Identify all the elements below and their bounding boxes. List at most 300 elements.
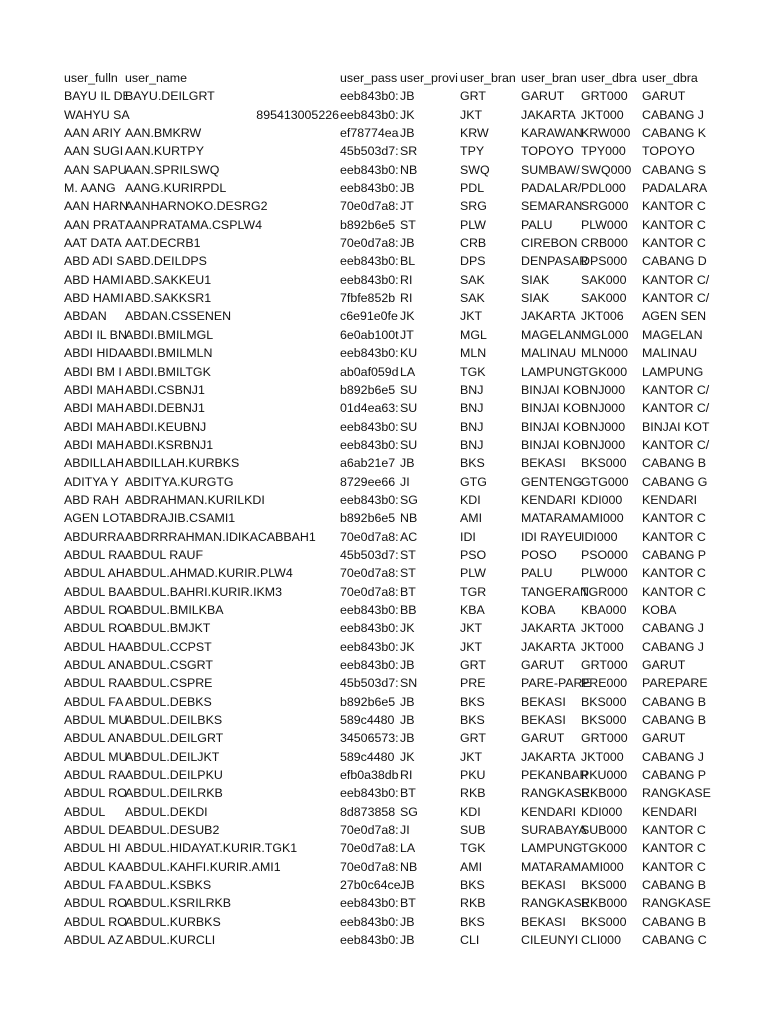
cell-branch-code: DPS	[460, 254, 486, 269]
cell-province: RI	[400, 272, 413, 287]
cell-province: JB	[400, 694, 415, 709]
cell-dbranch-code: MGL000	[581, 327, 629, 342]
cell-province: JK	[400, 621, 415, 636]
table-row	[64, 693, 707, 711]
cell-username: ABDUL.AHMAD.KURIR.PLW4	[125, 566, 293, 581]
cell-username: ABDUL.DEILBKS	[125, 713, 223, 728]
table-row	[64, 418, 710, 436]
cell-password: eeb843b0:	[340, 933, 399, 948]
cell-fullname: ABDUL RA	[64, 676, 126, 691]
cell-dbranch-code: TGK000	[581, 841, 628, 856]
cell-province: JB	[400, 933, 415, 948]
cell-dbranch-code: BKS000	[581, 878, 627, 893]
cell-dbranch-name: CABANG B	[642, 456, 707, 471]
cell-branch-name: SIAK	[521, 291, 550, 306]
cell-dbranch-code: KBA000	[581, 602, 627, 617]
cell-dbranch-name: KANTOR C	[642, 236, 706, 251]
cell-username: ABDUL.CCPST	[125, 639, 212, 654]
cell-dbranch-name: CABANG J	[642, 107, 704, 122]
cell-branch-name: BEKASI	[521, 878, 566, 893]
cell-fullname: AAN HARN	[64, 199, 129, 214]
cell-branch-name: GENTENG	[521, 474, 583, 489]
cell-dbranch-name: KANTOR C/	[642, 437, 710, 452]
cell-branch-code: RKB	[460, 896, 486, 911]
cell-dbranch-code: GTG000	[581, 474, 629, 489]
cell-fullname: ABDAN	[64, 309, 107, 324]
cell-password: c6e91e0fe	[340, 309, 398, 324]
cell-dbranch-code: PSO000	[581, 547, 628, 562]
cell-password: 6e0ab100t	[340, 327, 399, 342]
cell-dbranch-code: GRT000	[581, 658, 628, 672]
cell-province: JB	[400, 731, 415, 746]
cell-dbranch-name: GARUT	[642, 731, 686, 746]
cell-dbranch-code: AMI000	[581, 511, 624, 526]
table-row	[64, 87, 704, 105]
cell-branch-code: JKT	[460, 749, 483, 764]
cell-dbranch-code: AMI000	[581, 859, 624, 874]
cell-province: SR	[400, 144, 418, 159]
table-row	[64, 564, 704, 582]
cell-username: ABDUL.BMILKBA	[125, 602, 224, 617]
cell-password: 70e0d7a8:	[340, 236, 399, 251]
cell-dbranch-name: CABANG D	[642, 254, 707, 269]
cell-province: BT	[400, 896, 416, 911]
cell-province: JB	[400, 236, 415, 251]
cell-branch-name: SEMARAN	[521, 199, 583, 214]
cell-fullname: ABDI MAH	[64, 401, 124, 416]
cell-dbranch-name: CABANG P	[642, 768, 707, 783]
cell-branch-code: TGK	[460, 364, 486, 379]
cell-dbranch-code: JKT006	[581, 309, 624, 324]
cell-dbranch-name: KANTOR C/	[642, 272, 710, 287]
cell-username: ABD.DEILDPS	[125, 254, 207, 269]
cell-dbranch-name: KANTOR C	[642, 511, 706, 526]
cell-province: LA	[400, 841, 416, 856]
table-row	[64, 271, 710, 289]
cell-province: SG	[400, 804, 418, 819]
cell-dbranch-code: BKS000	[581, 914, 627, 929]
column-header-dbranch-code: user_dbra	[581, 71, 637, 85]
cell-dbranch-name: KANTOR C	[642, 823, 706, 838]
cell-province: SU	[400, 419, 418, 434]
cell-password: b892b6e5	[340, 694, 396, 709]
cell-fullname: ABDUL RO	[64, 914, 127, 929]
cell-branch-code: KRW	[460, 126, 489, 141]
cell-password: b892b6e5	[340, 511, 396, 526]
cell-password: eeb843b0:	[340, 89, 399, 104]
cell-branch-name: DENPASAR	[521, 254, 589, 269]
cell-username: ABDUL.DEKDI	[125, 804, 208, 819]
cell-branch-name: BINJAI KO	[521, 437, 581, 452]
table-row	[64, 839, 704, 857]
cell-province: JK	[400, 309, 415, 324]
cell-fullname: ABDURRA	[64, 529, 125, 544]
cell-password: eeb843b0:	[340, 602, 399, 617]
cell-fullname: ABDUL RO	[64, 786, 127, 801]
cell-branch-name: BEKASI	[521, 713, 566, 728]
cell-password: eeb843b0:	[340, 162, 399, 177]
table-row	[64, 326, 704, 344]
cell-province: LA	[400, 364, 416, 379]
cell-password: 8729ee66	[340, 474, 396, 489]
cell-username: ABDRAJIB.CSAMI1	[125, 511, 236, 526]
cell-dbranch-name: RANGKASE	[642, 786, 711, 801]
cell-username: ABDI.DEBNJ1	[125, 401, 205, 416]
cell-dbranch-code: BNJ000	[581, 382, 626, 397]
cell-dbranch-name: KENDARI	[642, 804, 698, 819]
cell-province: JT	[400, 199, 414, 214]
table-row	[64, 748, 704, 766]
cell-fullname: ABD HAMI	[64, 272, 124, 287]
cell-username: ABDUL.KAHFI.KURIR.AMI1	[125, 859, 281, 874]
cell-password: 70e0d7a8:	[340, 199, 399, 214]
cell-dbranch-name: MAGELAN	[642, 327, 703, 342]
cell-branch-name: CILEUNYI	[521, 933, 579, 948]
cell-fullname: ABDI IL BN	[64, 327, 127, 342]
cell-branch-code: PRE	[460, 676, 486, 691]
cell-fullname: ABD RAH	[64, 492, 120, 507]
table-row	[64, 307, 707, 325]
cell-fullname: BAYU IL DE	[64, 89, 131, 104]
cell-username: AANHARNOKO.DESRG2	[125, 199, 268, 214]
cell-province: SN	[400, 676, 418, 691]
cell-password: eeb843b0:	[340, 437, 399, 452]
cell-fullname: ABDUL AZ	[64, 933, 124, 948]
cell-dbranch-code: SAK000	[581, 272, 627, 287]
cell-dbranch-code: JKT000	[581, 639, 624, 654]
cell-password: efb0a38db	[340, 768, 399, 783]
cell-password: a6ab21e7	[340, 456, 396, 471]
table-row	[64, 197, 704, 215]
cell-branch-code: BKS	[460, 914, 485, 929]
cell-province: JB	[400, 658, 415, 672]
cell-fullname: ABDUL RO	[64, 896, 127, 911]
cell-fullname: ABDUL RO	[64, 621, 127, 636]
cell-branch-name: RANGKASE	[521, 896, 590, 911]
cell-dbranch-name: PADALARA	[642, 181, 708, 196]
cell-dbranch-name: CABANG J	[642, 621, 704, 636]
cell-province: SG	[400, 492, 418, 507]
cell-fullname: ABD HAMI	[64, 291, 124, 306]
cell-dbranch-code: RKB000	[581, 786, 628, 801]
cell-dbranch-name: AGEN SEN	[642, 309, 707, 324]
cell-branch-code: AMI	[460, 859, 483, 874]
cell-dbranch-name: KENDARI	[642, 492, 698, 507]
column-header-password: user_pass	[340, 71, 398, 85]
cell-username: ABDUL.CSPRE	[125, 676, 213, 691]
cell-password: eeb843b0:	[340, 346, 399, 361]
cell-fullname: ABDUL RA	[64, 768, 126, 783]
cell-dbranch-name: CABANG B	[642, 713, 707, 728]
cell-branch-name: SUMBAW/	[521, 162, 580, 177]
cell-password: eeb843b0:	[340, 181, 399, 196]
cell-username: ABDUL.DESUB2	[125, 823, 220, 838]
cell-password: 7fbfe852b	[340, 291, 396, 306]
cell-province: JI	[400, 474, 410, 489]
table-body	[64, 87, 711, 949]
cell-fullname: M. AANG	[64, 181, 116, 196]
cell-password: 8d873858	[340, 804, 396, 819]
cell-dbranch-name: PAREPARE	[642, 676, 708, 691]
cell-dbranch-code: BKS000	[581, 713, 627, 728]
cell-dbranch-code: DPS000	[581, 254, 628, 269]
cell-province: JT	[400, 327, 414, 342]
cell-branch-code: JKT	[460, 309, 483, 324]
cell-branch-name: TANGERAN	[521, 584, 589, 599]
cell-province: AC	[400, 529, 418, 544]
cell-username: ABDUL.BAHRI.KURIR.IKM3	[125, 584, 282, 599]
cell-username: ABDUL.DEILRKB	[125, 786, 223, 801]
cell-password: 70e0d7a8:	[340, 841, 399, 856]
cell-fullname: ABDUL FA	[64, 694, 124, 709]
cell-branch-name: PADALAR/	[521, 181, 582, 196]
cell-branch-code: KDI	[460, 492, 481, 507]
cell-province: JB	[400, 713, 415, 728]
cell-branch-code: GRT	[460, 658, 486, 672]
cell-branch-code: PDL	[460, 181, 485, 196]
table-row	[64, 894, 711, 912]
column-header-province: user_provi	[400, 71, 458, 85]
cell-province: SU	[400, 382, 418, 397]
cell-username: ABDI.BMILTGK	[125, 364, 211, 379]
cell-dbranch-code: PRE000	[581, 676, 628, 691]
cell-dbranch-code: JKT000	[581, 749, 624, 764]
cell-branch-code: RKB	[460, 786, 486, 801]
cell-dbranch-code: GRT000	[581, 89, 628, 104]
cell-branch-code: PLW	[460, 217, 486, 232]
cell-branch-code: IDI	[460, 529, 476, 544]
cell-password: 34506573:	[340, 731, 399, 746]
cell-dbranch-code: KDI000	[581, 492, 623, 507]
cell-password: 45b503d7:	[340, 676, 399, 691]
cell-password: eeb843b0:	[340, 786, 399, 801]
cell-branch-name: GARUT	[521, 89, 565, 104]
cell-branch-name: PARE-PARE	[521, 676, 591, 691]
cell-fullname: ADITYA Y	[64, 474, 119, 489]
cell-fullname: ABDI BM I	[64, 364, 122, 379]
cell-fullname: ABDUL FA	[64, 878, 124, 893]
cell-username: AANPRATAMA.CSPLW4	[125, 217, 263, 232]
cell-fullname: ABD ADI S	[64, 254, 125, 269]
cell-username: ABDRAHMAN.KURILKDI	[125, 492, 265, 507]
cell-branch-code: TGK	[460, 841, 486, 856]
cell-password: eeb843b0:	[340, 639, 399, 654]
cell-username: ABDUL.DEBKS	[125, 694, 212, 709]
cell-branch-code: BKS	[460, 713, 485, 728]
cell-dbranch-name: BINJAI KOT	[642, 419, 710, 434]
spreadsheet	[64, 69, 711, 950]
cell-dbranch-name: KANTOR C/	[642, 401, 710, 416]
table-row	[64, 381, 710, 399]
cell-branch-code: SUB	[460, 823, 486, 838]
cell-province: JB	[400, 456, 415, 471]
cell-dbranch-code: MLN000	[581, 346, 628, 361]
cell-branch-code: SRG	[460, 199, 487, 214]
cell-province: BT	[400, 584, 416, 599]
cell-password: eeb843b0:	[340, 107, 399, 122]
cell-fullname: ABDI HIDA	[64, 346, 126, 361]
cell-branch-name: JAKARTA	[521, 639, 576, 654]
cell-password: 589c4480	[340, 713, 395, 728]
cell-branch-code: BNJ	[460, 419, 484, 434]
cell-branch-code: SAK	[460, 291, 485, 306]
cell-username: ABDI.KSRBNJ1	[125, 437, 214, 452]
table-row	[64, 528, 704, 546]
cell-password: b892b6e5	[340, 382, 396, 397]
cell-branch-code: GRT	[460, 731, 486, 746]
cell-password: b892b6e5	[340, 217, 396, 232]
cell-branch-name: LAMPUNG	[521, 841, 583, 856]
cell-dbranch-code: SAK000	[581, 291, 627, 306]
cell-username: ABDI.KEUBNJ	[125, 419, 207, 434]
header-row	[64, 69, 704, 87]
cell-dbranch-name: TOPOYO	[642, 144, 695, 159]
cell-password: ab0af059d	[340, 364, 399, 379]
cell-fullname: AAN SUGI	[64, 144, 124, 159]
cell-branch-code: TGR	[460, 584, 487, 599]
table-row	[64, 913, 707, 931]
cell-dbranch-code: TGR000	[581, 584, 628, 599]
cell-province: NB	[400, 511, 418, 526]
table-row	[64, 142, 704, 160]
column-header-username: user_name	[125, 71, 187, 85]
cell-province: JB	[400, 181, 415, 196]
table-row	[64, 821, 704, 839]
table-row	[64, 858, 704, 876]
table-row	[64, 363, 704, 381]
cell-password: 589c4480	[340, 749, 395, 764]
cell-password: ef78774ea	[340, 126, 399, 141]
cell-branch-code: BKS	[460, 878, 485, 893]
cell-password: 70e0d7a8:	[340, 823, 399, 838]
cell-province: ST	[400, 547, 416, 562]
cell-branch-name: TOPOYO	[521, 144, 574, 159]
cell-branch-code: BNJ	[460, 401, 484, 416]
cell-dbranch-code: KRW000	[581, 126, 631, 141]
cell-branch-name: GARUT	[521, 658, 565, 672]
cell-dbranch-code: BNJ000	[581, 401, 626, 416]
cell-username: ABDI.BMILMGL	[125, 327, 214, 342]
table-row	[64, 601, 704, 619]
table-row	[64, 161, 707, 179]
cell-fullname: ABDUL HA	[64, 639, 126, 654]
cell-dbranch-code: CLI000	[581, 933, 621, 948]
cell-province: JK	[400, 639, 415, 654]
cell-province: BL	[400, 254, 416, 269]
cell-branch-name: MAGELAN	[521, 327, 582, 342]
cell-username: AANG.KURIRPDL	[125, 181, 227, 196]
cell-username: ABDUL.KURCLI	[125, 933, 216, 948]
table-row	[64, 638, 704, 656]
cell-dbranch-name: MALINAU	[642, 346, 698, 361]
cell-branch-name: CIREBON	[521, 236, 578, 251]
cell-fullname: ABDUL MU	[64, 749, 128, 764]
cell-username: ABDUL.DEILGRT	[125, 731, 224, 746]
cell-branch-name: KENDARI	[521, 492, 577, 507]
table-row	[64, 344, 704, 362]
cell-branch-code: BKS	[460, 456, 485, 471]
cell-province: JB	[400, 878, 415, 893]
cell-password: 70e0d7a8:	[340, 529, 399, 544]
cell-province: SU	[400, 437, 418, 452]
table-row	[64, 931, 707, 949]
cell-fullname: WAHYU SA	[64, 107, 130, 122]
table-row	[64, 289, 710, 307]
cell-dbranch-name: GARUT	[642, 658, 686, 672]
cell-branch-code: AMI	[460, 511, 483, 526]
column-header-fullname: user_fulln	[64, 71, 118, 85]
cell-branch-name: BINJAI KO	[521, 419, 581, 434]
cell-branch-name: JAKARTA	[521, 107, 576, 122]
cell-username: ABDUL.KURBKS	[125, 914, 221, 929]
cell-dbranch-name: KANTOR C	[642, 199, 706, 214]
cell-branch-name: BEKASI	[521, 914, 566, 929]
cell-fullname: ABDUL KA	[64, 859, 125, 874]
cell-branch-code: GRT	[460, 89, 486, 104]
table-row	[64, 876, 707, 894]
cell-dbranch-name: KANTOR C	[642, 584, 706, 599]
cell-dbranch-code: PLW000	[581, 566, 628, 581]
cell-dbranch-code: RKB000	[581, 896, 628, 911]
cell-dbranch-name: CABANG P	[642, 547, 707, 562]
cell-username: AAN.SPRILSWQ	[125, 162, 220, 177]
cell-branch-name: BINJAI KO	[521, 382, 581, 397]
cell-dbranch-name: CABANG K	[642, 126, 707, 141]
cell-password: eeb843b0:	[340, 621, 399, 636]
cell-branch-name: SIAK	[521, 272, 550, 287]
cell-branch-code: MLN	[460, 346, 487, 361]
cell-dbranch-code: IDI000	[581, 529, 618, 544]
table-row	[64, 784, 711, 802]
table-row	[64, 491, 704, 509]
table-row	[64, 473, 708, 491]
cell-password: eeb843b0:	[340, 272, 399, 287]
cell-dbranch-name: RANGKASE	[642, 896, 711, 911]
cell-fullname: ABDUL AH	[64, 566, 125, 581]
cell-dbranch-name: KANTOR C/	[642, 291, 710, 306]
cell-fullname: ABDUL RO	[64, 602, 127, 617]
cell-province: NB	[400, 162, 418, 177]
cell-fullname: ABDI MAH	[64, 437, 124, 452]
cell-dbranch-name: CABANG B	[642, 914, 707, 929]
cell-dbranch-name: CABANG C	[642, 933, 707, 948]
cell-dbranch-code: SUB000	[581, 823, 628, 838]
table-row	[64, 803, 704, 821]
cell-username: ABD.SAKKEU1	[125, 272, 212, 287]
cell-username: AAN.KURTPY	[125, 144, 204, 159]
cell-branch-code: PLW	[460, 566, 486, 581]
cell-branch-name: SURABAYA	[521, 823, 587, 838]
column-header-branch-code: user_bran	[460, 71, 516, 85]
cell-username: ABDRRRAHMAN.IDIKACABBAH1	[125, 529, 316, 544]
cell-username: 895413005226	[256, 107, 339, 122]
cell-province: JI	[400, 823, 410, 838]
cell-password: 27b0c64ce	[340, 878, 401, 893]
cell-branch-name: JAKARTA	[521, 309, 576, 324]
cell-province: RI	[400, 768, 413, 783]
cell-dbranch-code: SWQ000	[581, 162, 632, 177]
cell-branch-name: PALU	[521, 566, 553, 581]
cell-branch-code: KDI	[460, 804, 481, 819]
cell-dbranch-name: KANTOR C	[642, 217, 706, 232]
cell-branch-code: JKT	[460, 639, 483, 654]
column-header-branch-name: user_bran	[521, 71, 577, 85]
cell-branch-code: TPY	[460, 144, 485, 159]
cell-username: AAN.BMKRW	[125, 126, 202, 141]
cell-dbranch-name: CABANG J	[642, 749, 704, 764]
table-row	[64, 546, 707, 564]
cell-branch-code: BKS	[460, 694, 485, 709]
